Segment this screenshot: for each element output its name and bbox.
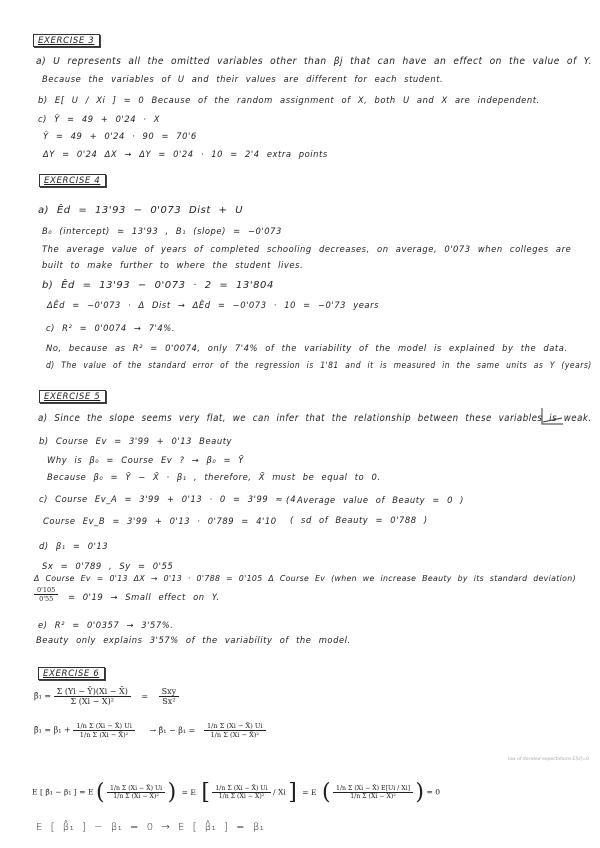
- exercise-6-heading: EXERCISE 6: [38, 667, 105, 680]
- ex6-line1-lhs: β̂₁ =: [34, 691, 52, 701]
- exercise-3-heading: EXERCISE 3: [33, 34, 100, 47]
- ex3-c-line2: Ŷ = 49 + 0'24 · 90 = 70'6: [43, 131, 197, 141]
- ex6-line1-rnum: Sxy: [159, 687, 180, 697]
- ex4-c-line1: c) R² = 0'0074 → 7'4%.: [46, 323, 176, 333]
- ex5-b-line1: b) Course Ev = 3'99 + 0'13 Beauty: [39, 436, 233, 446]
- ex6-line2-arrow: → β̂₁ − β₁ =: [149, 725, 196, 735]
- ex5-d-ratio: [34, 586, 58, 603]
- ex6-line3-rnum: 1/n Σ (Xi − X̄) E[Ui / Xi]: [333, 785, 413, 793]
- ex6-line3-eq2: = E: [302, 787, 317, 797]
- ex6-line2-rfraction: [204, 722, 266, 739]
- ex6-line1-rfraction: [159, 687, 180, 706]
- ex5-d-line3: Δ Course Ev = 0'13 ΔX → 0'13 · 0'788 = 0'105 Δ Course Ev (when we increase Beauty by its standard deviation): [34, 574, 576, 583]
- ex5-d-line4: = 0'19 → Small effect on Y.: [68, 592, 220, 602]
- ex4-a-line2: B₀ (intercept) = 13'93 , B₁ (slope) = −0'073: [42, 226, 282, 236]
- ex5-d-line1: d) β₁ = 0'13: [39, 541, 109, 551]
- exercise-5-heading: EXERCISE 5: [39, 390, 106, 403]
- ex6-line2-rden: 1/n Σ (Xi − X̄)²: [210, 731, 260, 739]
- ex5-d-ratio-num: 0'105: [34, 586, 58, 595]
- ex5-d-line2: Sx = 0'789 , Sy = 0'55: [42, 561, 174, 571]
- ex4-d: d) The value of the standard error of the regression is 1'81 and it is measured in the same units as Y (years): [46, 360, 592, 370]
- ex4-a-line1: a) Êd = 13'93 − 0'073 Dist + U: [38, 205, 244, 216]
- ex5-b-line3: Because β₀ = Ȳ − X̄ · β₁ , therefore, X̄ must be equal to 0.: [47, 472, 381, 482]
- ex5-b-line2: Why is β₀ = Course Ev ? → β₀ = Ȳ: [47, 455, 244, 465]
- exercise-4-heading: EXERCISE 4: [39, 174, 106, 187]
- ex4-a-line4: built to make further to where the student lives.: [42, 260, 304, 270]
- ex3-c-line3: ΔY = 0'24 ΔX → ΔY = 0'24 · 10 = 2'4 extra points: [43, 149, 328, 159]
- ex4-b-line1: b) Êd = 13'93 − 0'073 · 2 = 13'804: [42, 280, 274, 291]
- ex5-c-line1: c) Course Ev_A = 3'99 + 0'13 · 0 = 3'99 ≈ 4: [39, 494, 297, 504]
- ex6-line3-mden: 1/n Σ (Xi − X̄)²: [218, 793, 265, 800]
- ex5-a: a) Since the slope seems very flat, we can infer that the relationship between these variables is weak.: [38, 413, 592, 424]
- ex6-line3-lhs: E [ β̂₁ − β₁ ] = E: [32, 787, 94, 797]
- ex5-c-note1: ( Average value of Beauty = 0 ): [286, 495, 464, 505]
- ex6-line3-den: 1/n Σ (Xi − X̄)²: [113, 793, 159, 800]
- ex6-line3-end: = 0: [426, 787, 441, 797]
- ex6-line1-fraction: [54, 687, 131, 706]
- ex3-b: b) E[ U / Xi ] = 0 Because of the random assignment of X, both U and X are independent.: [38, 95, 540, 105]
- ex4-b-line2: ΔÊd = −0'073 · Δ Dist → ΔÊd = −0'073 · 10 = −0'73 years: [47, 300, 380, 310]
- ex3-a-line1: a) U represents all the omitted variables other than βj that can have an effect on the value of Y.: [36, 56, 593, 67]
- ex5-e-line2: Beauty only explains 3'57% of the variability of the model.: [36, 635, 351, 645]
- ex6-line2-rnum: 1/n Σ (Xi − X̄) Ui: [204, 722, 266, 731]
- flat-slope-sketch-icon: [539, 406, 565, 428]
- ex4-c-line2: No, because as R² = 0'0074, only 7'4% of the variability of the model is explained by the data.: [46, 343, 568, 353]
- ex3-a-line2: Because the variables of U and their values are different for each student.: [42, 74, 444, 84]
- ex6-line3: E [ β̂₁ − β₁ ] = E ( $\frac{\text{1/n Σ (Xi − X̄) Ui}}{\text{1/n Σ (Xi − X̄)²}}$ ) = E [ $\frac{\text{1/n Σ (Xi − X̄) Ui}}{\text{1/n Σ (Xi − X̄)²}}$ / Xi ] = E ( $\frac{\text{1/n Σ (Xi − X̄) E[Ui / Xi]}}{\text{1/n Σ (Xi − X̄)²}}$ ) = 0: [32, 780, 441, 805]
- ex6-line1-rden: Sx²: [162, 697, 176, 706]
- ex6-line1-eq: =: [141, 691, 149, 701]
- ex6-line1-den: Σ (Xi − X̄)²: [70, 697, 114, 706]
- ex6-line2-num: 1/n Σ (Xi − X̄) Ui: [73, 722, 135, 731]
- ex4-a-line3: The average value of years of completed schooling decreases, on average, 0'073 when colleges are: [42, 244, 572, 254]
- ex6-line4: E [ β̂₁ ] − β₁ = 0 → E [ β̂₁ ] = β₁: [36, 822, 265, 833]
- ex5-e-line1: e) R² = 0'0357 → 3'57%.: [38, 620, 174, 630]
- ex6-line3-eq: = E: [181, 787, 196, 797]
- ex6-line1-num: Σ (Yi − Ȳ)(Xi − X̄): [54, 687, 131, 697]
- ex5-c-note2: ( sd of Beauty = 0'788 ): [290, 515, 428, 525]
- ex6-line3-fraction: [107, 785, 165, 800]
- ex6-line2: [34, 722, 266, 739]
- ex6-line2-fraction: [73, 722, 135, 739]
- ex6-line2-lhs: β̂₁ = β₁ +: [34, 725, 71, 735]
- ex6-line3-mfraction: [212, 785, 270, 800]
- ex6-line3-cond: / Xi: [273, 787, 286, 797]
- ex5-d-ratio-den: 0'55: [39, 595, 54, 603]
- ex6-line1: [34, 687, 179, 706]
- ex6-line3-rden: 1/n Σ (Xi − X̄)²: [350, 793, 396, 800]
- ex3-c-line1: c) Ŷ = 49 + 0'24 · X: [38, 114, 161, 124]
- ex6-margin-note: law of iterated expectations E[U]=0: [508, 757, 589, 762]
- ex6-line3-mnum: 1/n Σ (Xi − X̄) Ui: [212, 785, 270, 793]
- ex6-line2-den: 1/n Σ (Xi − X̄)²: [79, 731, 129, 739]
- ex5-c-line2: Course Ev_B = 3'99 + 0'13 · 0'789 = 4'10: [43, 516, 277, 526]
- ex6-line3-rfraction: [333, 785, 413, 800]
- ex6-line3-num: 1/n Σ (Xi − X̄) Ui: [107, 785, 165, 793]
